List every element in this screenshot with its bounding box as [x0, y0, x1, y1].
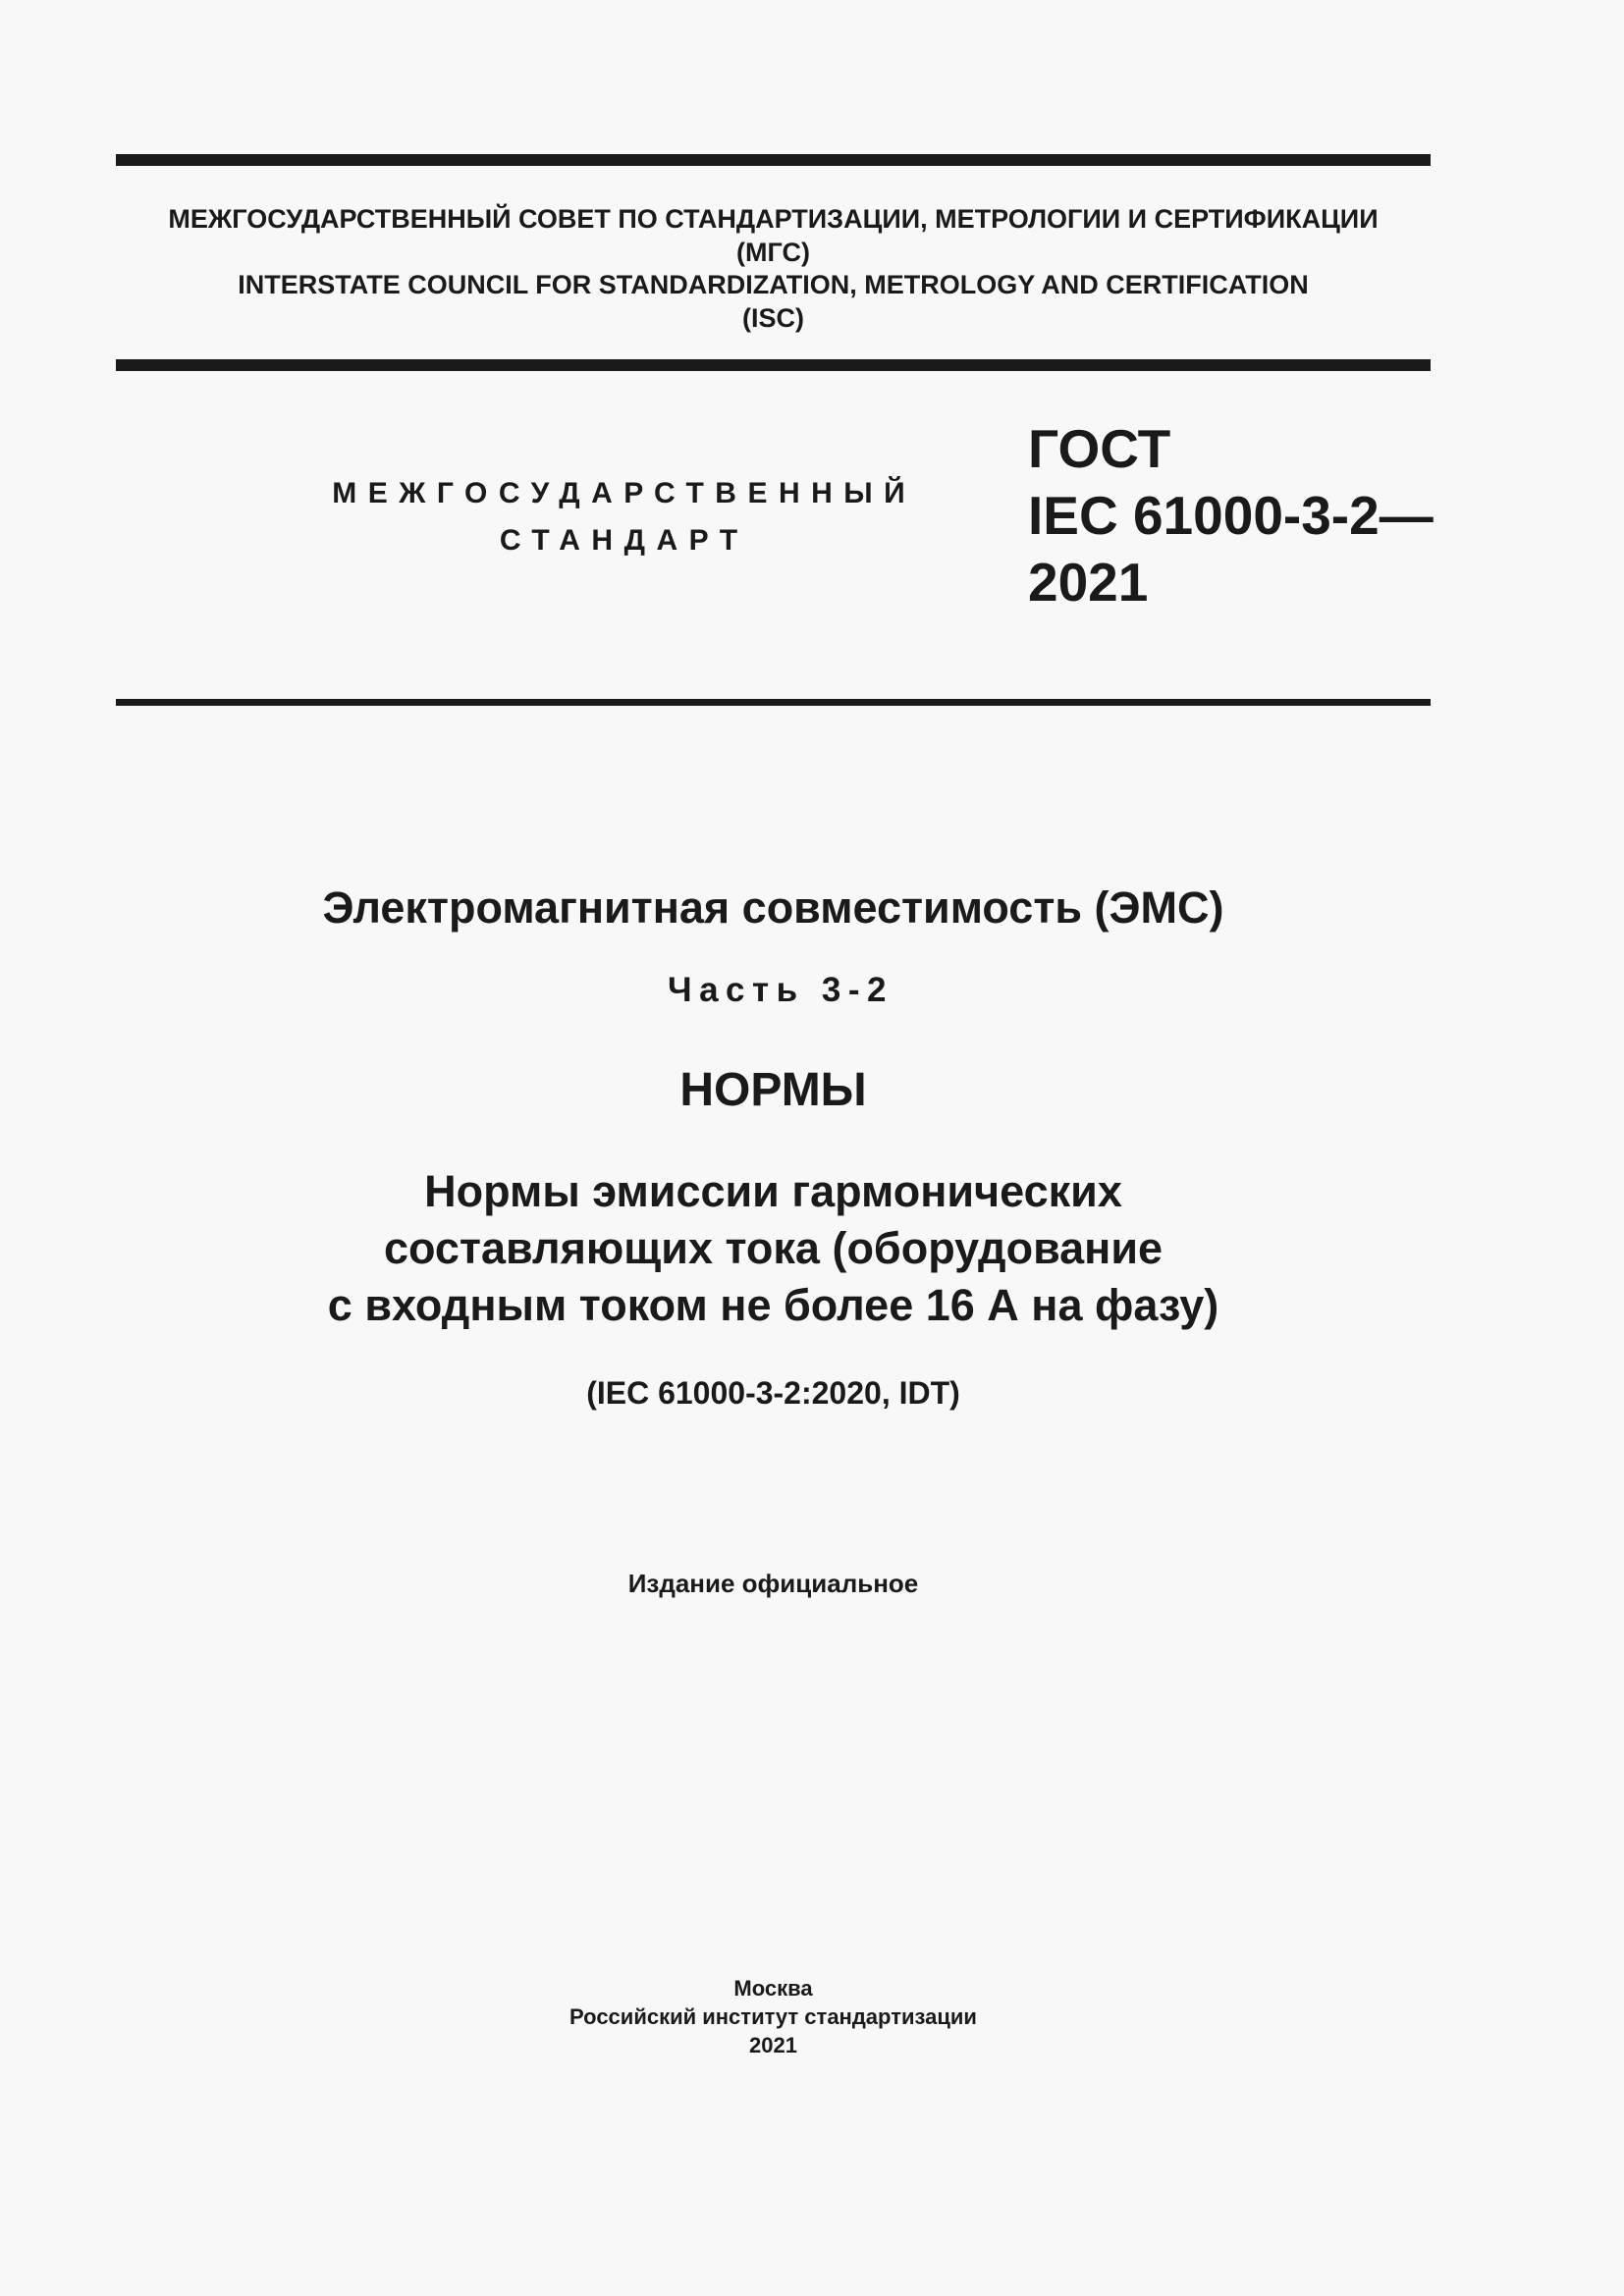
document-section: НОРМЫ: [679, 1064, 867, 1116]
standard-kind: [116, 470, 1121, 564]
council-abbr-ru: (МГС): [736, 237, 810, 267]
iec-reference: (IEC 61000-3-2:2020, IDT): [586, 1375, 960, 1411]
document-title: Электромагнитная совместимость (ЭМС): [322, 882, 1224, 933]
edition-label: Издание официальное: [627, 1569, 919, 1598]
council-name-ru: МЕЖГОСУДАРСТВЕННЫЙ СОВЕТ ПО СТАНДАРТИЗАЦИИ, МЕТРОЛОГИИ И СЕРТИФИКАЦИИ: [168, 204, 1379, 234]
publisher-city: Москва: [733, 1976, 813, 2001]
document-subtitle: [116, 1163, 1431, 1334]
standard-kind-line-1: МЕЖГОСУДАРСТВЕННЫЙ: [332, 477, 917, 509]
top-rule: [116, 154, 1431, 166]
designation-number: IEC 61000-3-2—: [1028, 485, 1434, 546]
document-part: Часть 3-2: [668, 971, 893, 1009]
section-rule: [116, 699, 1431, 706]
subtitle-line-1: Нормы эмиссии гармонических: [424, 1166, 1122, 1216]
subtitle-line-2: составляющих тока (оборудование: [383, 1223, 1164, 1273]
designation-year: 2021: [1028, 552, 1149, 613]
subtitle-line-3: с входным током не более 16 А на фазу): [327, 1280, 1219, 1330]
header-rule: [116, 359, 1431, 371]
publisher-organization: Российский институт стандартизации: [569, 2004, 977, 2029]
publisher-block: [116, 1974, 1431, 2059]
publisher-year: 2021: [749, 2033, 797, 2057]
council-abbr-en: (ISC): [742, 302, 804, 333]
standard-kind-line-2: СТАНДАРТ: [499, 524, 749, 557]
council-name-en: INTERSTATE COUNCIL FOR STANDARDIZATION, METROLOGY AND CERTIFICATION: [238, 270, 1309, 299]
designation-gost: ГОСТ: [1028, 418, 1171, 479]
standard-designation: [1028, 415, 1434, 615]
council-header: [116, 203, 1431, 335]
